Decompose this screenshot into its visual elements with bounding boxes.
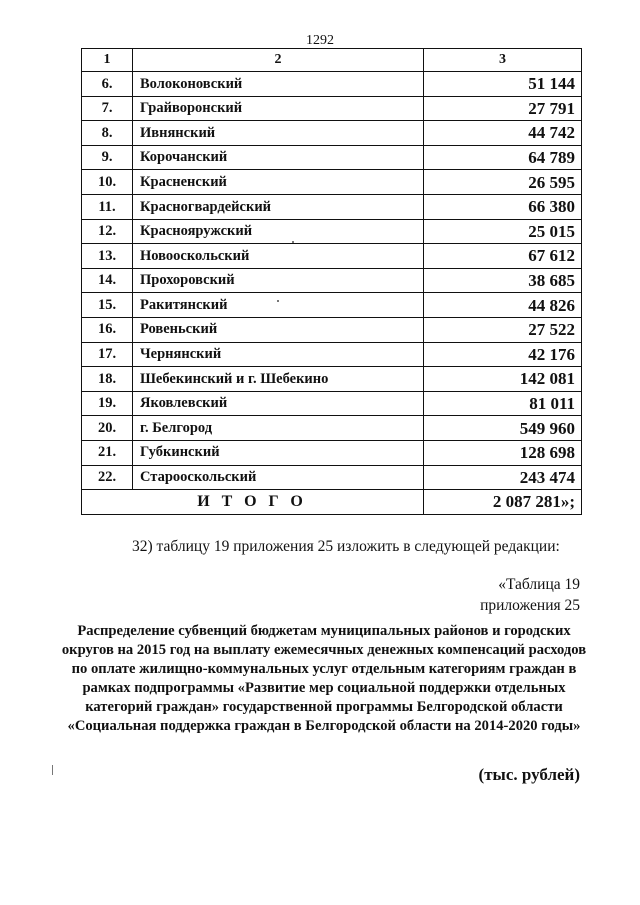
row-number: 11. (82, 194, 133, 219)
subvention-amount: 38 685 (424, 268, 582, 293)
table-row (82, 317, 582, 342)
subvention-amount: 44 742 (424, 121, 582, 146)
table-row (82, 342, 582, 367)
table-row (82, 465, 582, 490)
subvention-amount: 64 789 (424, 145, 582, 170)
table-row (82, 268, 582, 293)
district-name: Ивнянский (133, 121, 424, 146)
subvention-amount: 42 176 (424, 342, 582, 367)
district-name: Старооскольский (133, 465, 424, 490)
subvention-amount: 142 081 (424, 367, 582, 392)
row-number: 21. (82, 440, 133, 465)
subvention-amount: 25 015 (424, 219, 582, 244)
district-name: Ровеньский (133, 317, 424, 342)
header-col-2: 2 (133, 49, 424, 72)
row-number: 17. (82, 342, 133, 367)
row-number: 10. (82, 170, 133, 195)
table-row (82, 145, 582, 170)
district-name: Красногвардейский (133, 194, 424, 219)
subvention-amount: 44 826 (424, 293, 582, 318)
subvention-amount: 67 612 (424, 244, 582, 269)
table-reference-line2: приложения 25 (480, 597, 580, 614)
row-number: 15. (82, 293, 133, 318)
subvention-amount: 128 698 (424, 440, 582, 465)
subvention-amount: 81 011 (424, 391, 582, 416)
section-heading: Распределение субвенций бюджетам муниципальных районов и городских округов на 2015 год на выплату ежемесячных денежных компенсаций расходов по оплате жилищно-коммунальных услуг отдельным категориям граждан в рамках подпрограммы «Развитие мер социальной поддержки отдельных категорий граждан» государственной программы Белгородской области «Социальная поддержка граждан в Белгородской области на 2014-2020 годы» (61, 623, 587, 734)
district-name: Грайворонский (133, 96, 424, 121)
district-name: Ракитянский (133, 293, 424, 318)
row-number: 8. (82, 121, 133, 146)
table-row (82, 194, 582, 219)
table-row (82, 170, 582, 195)
scan-speck (277, 300, 279, 302)
table-row (82, 416, 582, 441)
district-name: Шебекинский и г. Шебекино (133, 367, 424, 392)
district-name: Яковлевский (133, 391, 424, 416)
subvention-amount: 66 380 (424, 194, 582, 219)
district-name: Губкинский (133, 440, 424, 465)
page-number: 1292 (306, 33, 334, 48)
table-row (82, 121, 582, 146)
row-number: 12. (82, 219, 133, 244)
subvention-amount: 549 960 (424, 416, 582, 441)
row-number: 19. (82, 391, 133, 416)
row-number: 14. (82, 268, 133, 293)
district-name: Прохоровский (133, 268, 424, 293)
total-amount: 2 087 281»; (424, 490, 582, 515)
instruction-text: 32) таблицу 19 приложения 25 изложить в следующей редакции: (132, 538, 560, 555)
subvention-amount: 51 144 (424, 72, 582, 97)
subvention-amount: 27 791 (424, 96, 582, 121)
subvention-amount: 27 522 (424, 317, 582, 342)
district-name: Корочанский (133, 145, 424, 170)
subvention-amount: 243 474 (424, 465, 582, 490)
header-col-1: 1 (82, 49, 133, 72)
district-name: Краснояружский (133, 219, 424, 244)
district-name: Красненский (133, 170, 424, 195)
row-number: 7. (82, 96, 133, 121)
row-number: 18. (82, 367, 133, 392)
table-row (82, 72, 582, 97)
table-row (82, 391, 582, 416)
table-row (82, 219, 582, 244)
table-header-row (82, 49, 582, 72)
subvention-table (81, 48, 582, 515)
table-row (82, 244, 582, 269)
total-label: ИТОГО (82, 490, 424, 515)
table-row (82, 440, 582, 465)
table-reference-line1: «Таблица 19 (498, 576, 580, 593)
scan-speck (52, 765, 53, 775)
row-number: 22. (82, 465, 133, 490)
row-number: 6. (82, 72, 133, 97)
row-number: 20. (82, 416, 133, 441)
scan-speck (292, 241, 294, 243)
table-row (82, 367, 582, 392)
row-number: 13. (82, 244, 133, 269)
district-name: Новооскольский (133, 244, 424, 269)
table-reference (480, 574, 580, 616)
row-number: 9. (82, 145, 133, 170)
district-name: Волоконовский (133, 72, 424, 97)
subvention-amount: 26 595 (424, 170, 582, 195)
district-name: г. Белгород (133, 416, 424, 441)
header-col-3: 3 (424, 49, 582, 72)
table-row (82, 96, 582, 121)
table-row (82, 293, 582, 318)
row-number: 16. (82, 317, 133, 342)
units-label: (тыс. рублей) (478, 765, 580, 784)
district-name: Чернянский (133, 342, 424, 367)
table-total-row (82, 490, 582, 515)
